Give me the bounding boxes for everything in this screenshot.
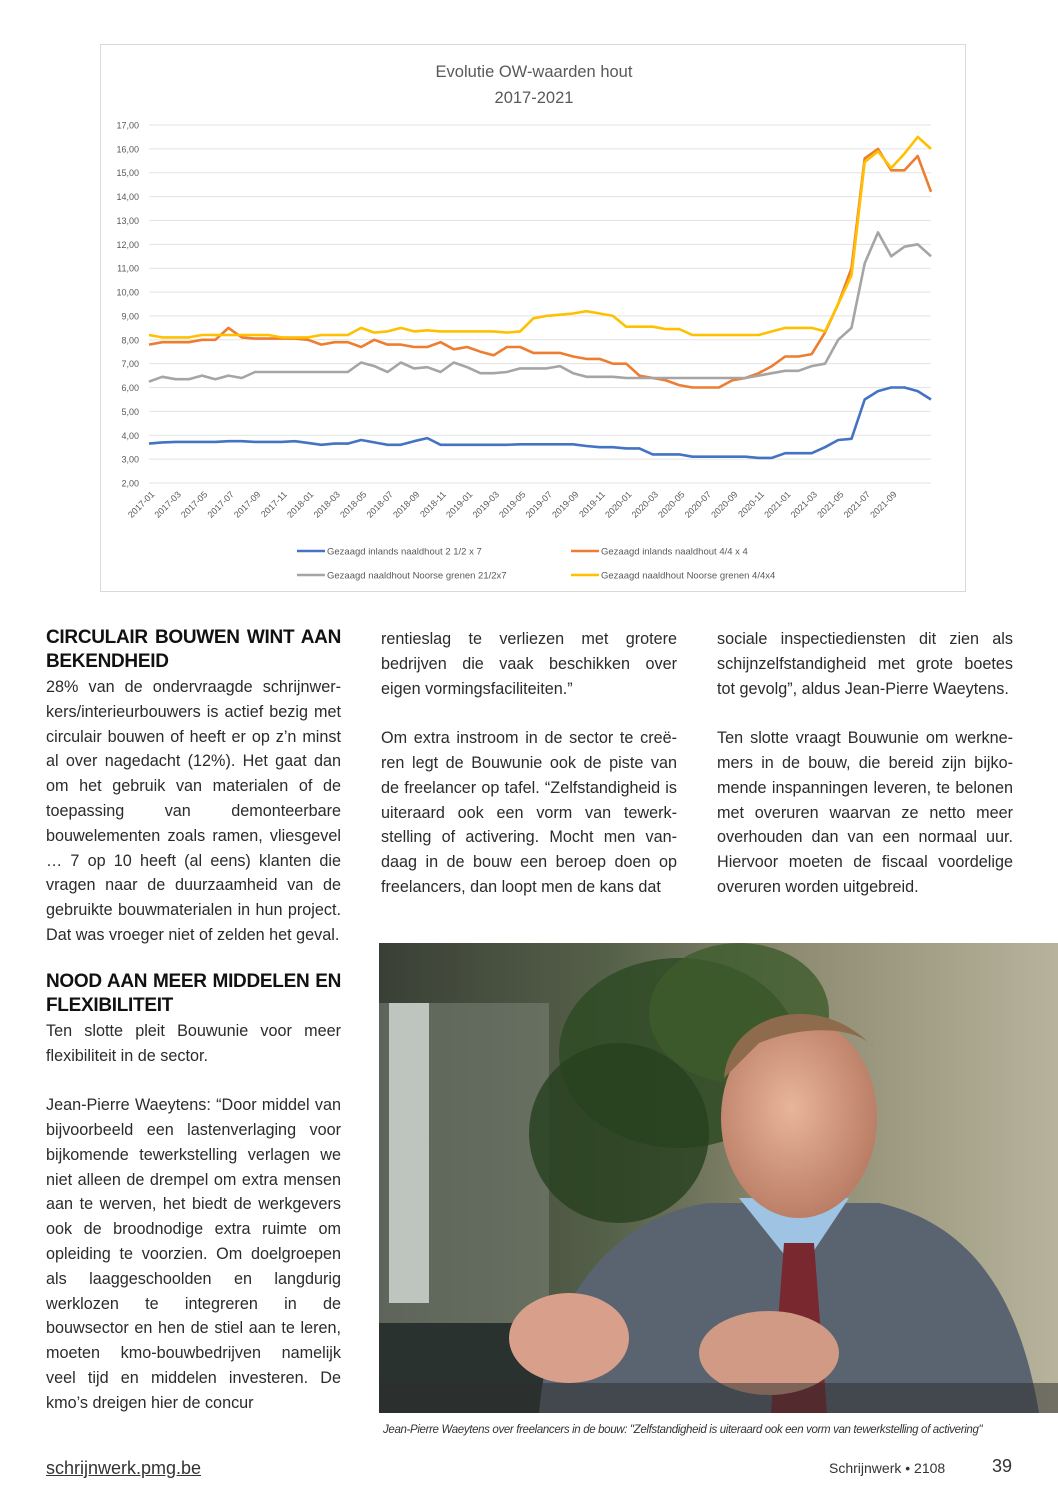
y-tick-label: 7,00 (121, 359, 139, 370)
photo-caption: Jean-Pierre Waeytens over freelancers in de bouw: "Zelfstandigheid is uiteraard ook een vorm van tewerkstelling of activering" (383, 1424, 983, 1436)
portrait-photo (379, 943, 1058, 1413)
paragraph-freelancer-part2 (717, 627, 1013, 701)
legend-label-1: Gezaagd inlands naaldhout 2 1/2 x 7 (327, 546, 482, 558)
y-tick-label: 15,00 (116, 168, 139, 179)
y-tick-label: 10,00 (116, 287, 139, 298)
y-tick-label: 5,00 (121, 406, 139, 417)
x-tick-label: 2018-01 (285, 489, 316, 520)
x-tick-label: 2018-07 (364, 489, 395, 520)
y-tick-label: 4,00 (121, 430, 139, 441)
y-tick-label: 12,00 (116, 239, 139, 250)
x-tick-label: 2018-03 (311, 489, 342, 520)
y-tick-label: 6,00 (121, 383, 139, 394)
paragraph-circulair: 28% van de ondervraagde schrijnwerkers/interieurbouwers is actief bezig met circulair bouwen of heeft er op z’n minst al over nagedacht (12%). Het gaat dan om het gebruik van materialen of de toepassing van demonteerbare bouwelementen zoals ramen, vliesgevel … 7 op 10 heeft (al eens) klanten die vragen naar de duurzaamheid van de gebruikte bouwmaterialen in hun project. Dat was vroeger niet of zelden het geval. (46, 678, 341, 944)
x-tick-label: 2020-09 (709, 489, 740, 520)
x-tick-label: 2018-05 (338, 489, 369, 520)
quote-text-2: rentieslag te verliezen met grotere bedrijven die vaak beschikken over eigen vormingsfaciliteiten.” (381, 630, 677, 698)
y-tick-label: 17,00 (116, 120, 139, 131)
x-tick-label: 2019-03 (470, 489, 502, 520)
y-tick-label: 9,00 (121, 311, 139, 322)
footer-website-link[interactable]: schrijnwerk.pmg.be (46, 1458, 202, 1478)
y-tick-label: 3,00 (121, 454, 139, 465)
footer-magazine-issue: Schrijnwerk • 2108 (829, 1460, 946, 1476)
section-heading-circulair: CIRCULAIR BOUWEN WINT AAN BEKENDHEID (46, 627, 341, 672)
x-tick-label: 2019-05 (497, 489, 528, 520)
x-tick-label: 2017-09 (232, 489, 263, 520)
x-tick-label: 2019-01 (444, 489, 475, 520)
y-tick-label: 13,00 (116, 215, 139, 226)
x-tick-label: 2017-11 (258, 489, 289, 520)
chart-subtitle: 2017-2021 (494, 89, 574, 107)
x-tick-label: 2017-05 (179, 489, 210, 520)
x-tick-label: 2020-01 (603, 489, 634, 520)
x-tick-label: 2019-09 (550, 489, 581, 520)
legend-label-2: Gezaagd inlands naaldhout 4/4 x 4 (601, 546, 748, 558)
x-tick-label: 2017-01 (125, 489, 157, 520)
x-tick-label: 2020-11 (736, 489, 767, 520)
paragraph-quote-part1 (46, 1093, 341, 1415)
x-tick-label: 2020-07 (682, 489, 714, 520)
x-tick-label: 2018-11 (418, 489, 449, 520)
article-column-2 (381, 627, 677, 900)
paragraph-flexibiliteit: Ten slotte pleit Bouwunie voor meer flexibiliteit in de sector. (46, 1021, 341, 1065)
x-tick-label: 2021-03 (788, 489, 820, 520)
series-line-1 (149, 388, 931, 458)
x-tick-label: 2017-03 (152, 489, 183, 520)
paragraph-freelancer-part1 (381, 726, 677, 900)
y-tick-label: 11,00 (117, 263, 139, 274)
legend-label-3: Gezaagd naaldhout Noorse grenen 21/2x7 (327, 570, 507, 582)
y-tick-label: 14,00 (116, 192, 139, 203)
x-tick-label: 2021-01 (762, 489, 793, 520)
y-tick-label: 8,00 (121, 335, 139, 346)
line-chart (101, 45, 967, 593)
section-heading-middelen: NOOD AAN MEER MIDDELEN EN FLEXIBILITEIT (46, 970, 341, 1016)
x-tick-label: 2017-07 (205, 489, 236, 520)
chart-title: Evolutie OW-waarden hout (435, 63, 633, 81)
paragraph-quote-part2 (381, 627, 677, 701)
freelancer-text-1: Om extra instroom in de sector te creëren legt de Bouwunie ook de piste van de freelancer op tafel. “Zelfstandigheid is uiteraard ook een vorm van tewerkstelling of activering. Mocht men vandaag in de bouw een beroep doen op freelancers, dan loopt men de kans dat (381, 729, 677, 896)
x-tick-label: 2021-05 (815, 489, 846, 520)
quote-text-1: Jean-Pierre Waeytens: “Door middel van bijvoorbeeld een lastenverlaging voor bijkomende tewerkstelling verlagen we niet alleen de drempel om extra mensen aan te werven, het biedt de werkgevers ook de broodnodige extra ruimte om opleiding te voorzien. Om doelgroepen als laaggeschoolden en langdurig werklozen te integreren in de bouwsector en hen de stiel aan te leren, moeten kmo-bouwbedrijven namelijk veel tijd en middelen investeren. De kmo’s dreigen hier de concur (46, 1096, 341, 1412)
legend-label-4: Gezaagd naaldhout Noorse grenen 4/4x4 (601, 570, 776, 582)
y-tick-label: 2,00 (121, 478, 139, 489)
y-tick-label: 16,00 (116, 144, 139, 155)
x-tick-label: 2019-07 (523, 489, 555, 520)
freelancer-text-2: sociale inspectiediensten dit zien als schijnzelfstandigheid met grote boetes tot gevolg”, aldus Jean-Pierre Waeytens. (717, 630, 1013, 698)
person-illustration (379, 943, 1058, 1413)
x-tick-label: 2018-09 (391, 489, 422, 520)
page-number: 39 (992, 1456, 1013, 1476)
x-tick-label: 2021-09 (868, 489, 899, 520)
chart-figure (100, 44, 966, 592)
paragraph-overuren: Ten slotte vraagt Bouwunie om werknemers in de bouw, die bereid zijn bijkomende inspanningen leveren, te belonen met overuren waarvan ze netto meer overhouden dan van een normaal uur. Hiervoor moeten de fiscaal voordelige overuren worden uitgebreid. (717, 729, 1013, 896)
x-tick-label: 2021-07 (841, 489, 873, 520)
x-tick-label: 2020-05 (656, 489, 687, 520)
article-column-1 (46, 626, 341, 1416)
series-line-3 (149, 232, 931, 381)
article-column-3 (717, 627, 1013, 900)
x-tick-label: 2019-11 (577, 489, 608, 520)
series-line-4 (149, 137, 931, 338)
x-tick-label: 2020-03 (629, 489, 661, 520)
